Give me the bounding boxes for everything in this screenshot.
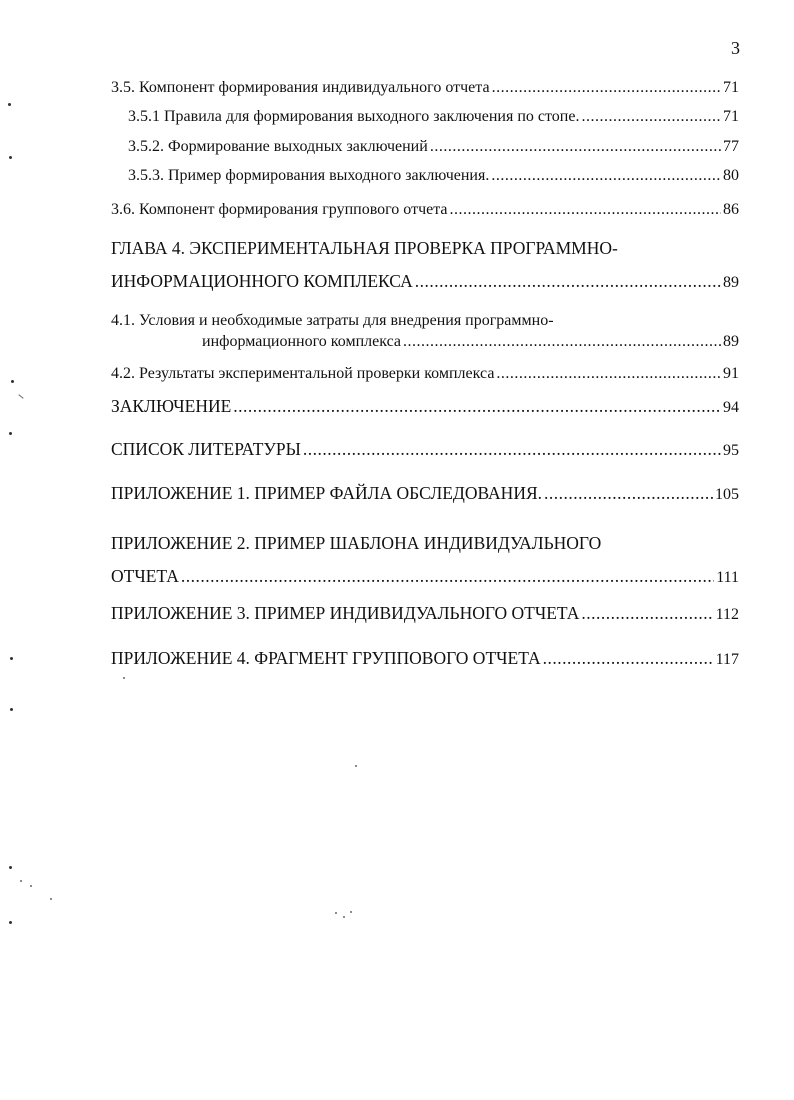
scan-speck (123, 677, 125, 679)
toc-entry-appendix-1[interactable] (111, 483, 739, 505)
toc-entry-title: 3.5.2. Формирование выходных заключений (128, 138, 428, 155)
scan-speck (350, 911, 352, 913)
scan-speck (30, 885, 32, 887)
toc-entry-page: 71 (723, 79, 739, 96)
toc-entry-3-5[interactable] (111, 78, 739, 98)
toc-entry-3-6[interactable] (111, 200, 739, 220)
page-number: 3 (731, 38, 740, 58)
toc-entry-page: 80 (723, 167, 739, 184)
toc-entry-3-5-3[interactable] (128, 166, 739, 186)
toc-entry-title: ПРИЛОЖЕНИЕ 4. ФРАГМЕНТ ГРУППОВОГО ОТЧЕТА (111, 648, 541, 668)
toc-entry-4-1[interactable] (111, 310, 739, 352)
toc-leader-dots (543, 648, 714, 668)
toc-entry-title: 4.2. Результаты экспериментальной проверки комплекса (111, 365, 495, 382)
toc-leader-dots (233, 396, 721, 416)
toc-entry-page: 111 (716, 569, 739, 586)
toc-leader-dots (430, 137, 721, 157)
toc-entry-title: 3.5. Компонент формирования индивидуального отчета (111, 79, 490, 96)
toc-leader-dots (303, 439, 721, 459)
toc-entry-title: ЗАКЛЮЧЕНИЕ (111, 396, 232, 416)
scan-speck (9, 866, 12, 869)
toc-entry-title: 3.5.1 Правила для формирования выходного заключения по стопе. (128, 108, 580, 125)
toc-entry-references[interactable] (111, 439, 739, 461)
toc-leader-dots (450, 200, 721, 220)
toc-entry-title-line2: ИНФОРМАЦИОННОГО КОМПЛЕКСА (111, 271, 413, 291)
toc-entry-title-line1: ПРИЛОЖЕНИЕ 2. ПРИМЕР ШАБЛОНА ИНДИВИДУАЛЬНОГО (111, 533, 602, 553)
toc-entry-page: 95 (723, 442, 739, 459)
toc-entry-page: 89 (723, 274, 739, 291)
toc-entry-page: 94 (723, 399, 739, 416)
toc-leader-dots (581, 603, 713, 623)
toc-entry-page: 105 (715, 486, 739, 503)
toc-entry-title-line2: информационного комплекса (202, 333, 401, 350)
toc-leader-dots (491, 166, 721, 186)
toc-entry-page: 71 (723, 108, 739, 125)
toc-entry-3-5-2[interactable] (128, 137, 739, 157)
toc-entry-page: 91 (723, 365, 739, 382)
scan-speck (9, 432, 12, 435)
toc-leader-dots (181, 560, 714, 593)
scan-speck (355, 765, 357, 767)
toc-entry-4-2[interactable] (111, 364, 739, 384)
toc-entry-title-line1: 4.1. Условия и необходимые затраты для внедрения программно- (111, 312, 554, 329)
toc-leader-dots (415, 265, 721, 298)
scan-speck (11, 380, 14, 383)
toc-entry-page: 77 (723, 138, 739, 155)
toc-entry-title: ПРИЛОЖЕНИЕ 3. ПРИМЕР ИНДИВИДУАЛЬНОГО ОТЧЕТА (111, 603, 580, 623)
toc-leader-dots (492, 78, 721, 98)
toc-entry-page: 112 (715, 606, 739, 623)
toc-entry-appendix-2[interactable] (111, 527, 739, 594)
scan-speck (343, 916, 345, 918)
scan-speck (10, 657, 13, 660)
toc-leader-dots (496, 364, 721, 384)
toc-entry-chapter-4[interactable] (111, 232, 739, 299)
toc-entry-appendix-3[interactable] (111, 603, 739, 625)
toc-entry-title: СПИСОК ЛИТЕРАТУРЫ (111, 439, 301, 459)
toc-entry-page: 89 (723, 333, 739, 350)
toc-entry-page: 117 (715, 651, 739, 668)
toc-entry-conclusion[interactable] (111, 396, 739, 418)
toc-entry-title-line2: ОТЧЕТА (111, 566, 179, 586)
toc-entry-title: 3.6. Компонент формирования группового отчета (111, 201, 448, 218)
scan-speck (10, 708, 13, 711)
toc-entry-3-5-1[interactable] (128, 107, 739, 127)
scan-speck (8, 103, 11, 106)
toc-leader-dots (581, 107, 721, 127)
toc-entry-title: 3.5.3. Пример формирования выходного заключения. (128, 167, 490, 184)
scan-speck (9, 921, 12, 924)
toc-leader-dots (403, 331, 721, 352)
scan-speck (50, 898, 52, 900)
toc-entry-page: 86 (723, 201, 739, 218)
toc-entry-appendix-4[interactable] (111, 648, 739, 670)
scan-speck (20, 880, 22, 882)
toc-entry-title: ПРИЛОЖЕНИЕ 1. ПРИМЕР ФАЙЛА ОБСЛЕДОВАНИЯ. (111, 483, 543, 503)
scan-speck (335, 912, 337, 914)
scan-speck (9, 156, 12, 159)
toc-leader-dots (544, 483, 713, 503)
toc-entry-title-line1: ГЛАВА 4. ЭКСПЕРИМЕНТАЛЬНАЯ ПРОВЕРКА ПРОГРАММНО- (111, 238, 618, 258)
